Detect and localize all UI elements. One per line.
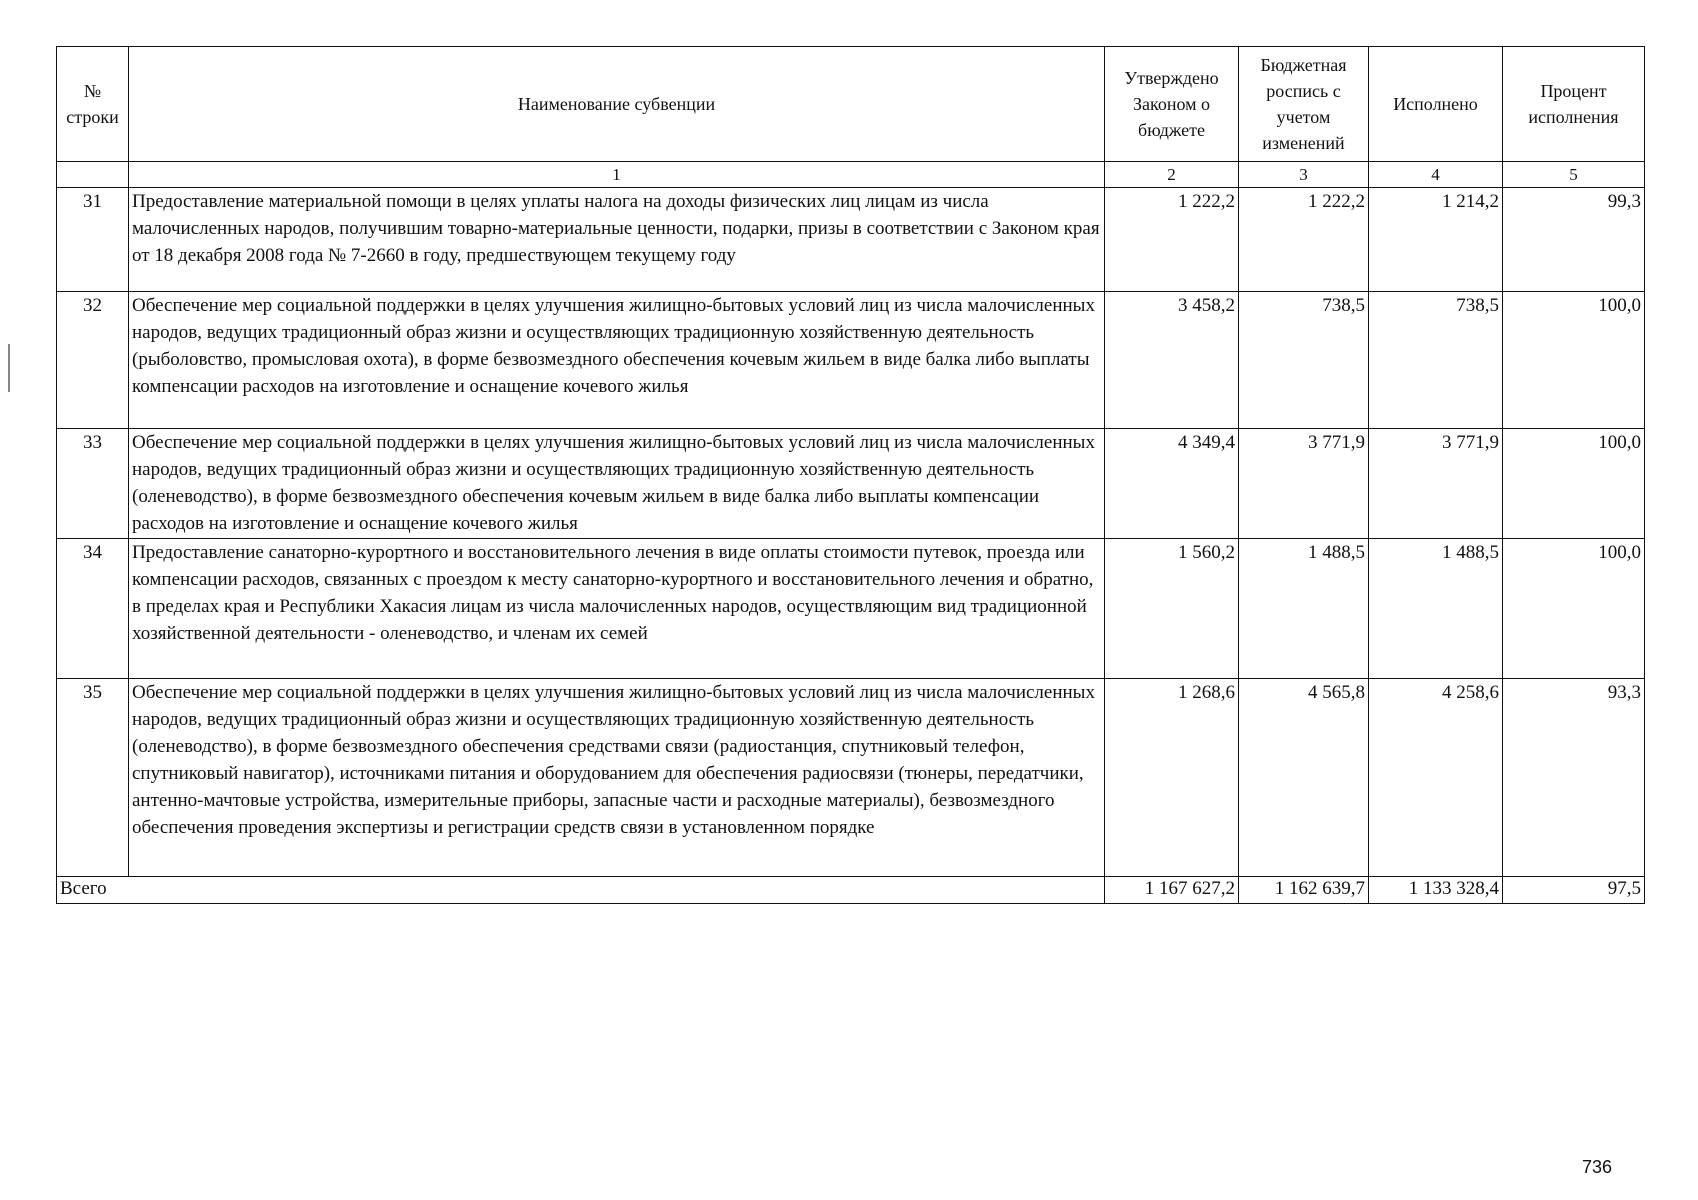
header-executed: Исполнено <box>1369 47 1503 162</box>
column-number <box>57 162 129 188</box>
total-budget-list: 1 162 639,7 <box>1239 877 1369 904</box>
subvention-name: Обеспечение мер социальной поддержки в целях улучшения жилищно-бытовых условий лиц из числа малочисленных народов, ведущих традиционный образ жизни и осуществляющих традиционную хозяйственную деятельность (рыболовство, промысловая охота), в форме безвозмездного обеспечения кочевым жильем в виде балка либо выплаты компенсации расходов на изготовление и оснащение кочевого жилья <box>129 292 1105 429</box>
subvention-name: Обеспечение мер социальной поддержки в целях улучшения жилищно-бытовых условий лиц из числа малочисленных народов, ведущих традиционный образ жизни и осуществляющих традиционную хозяйственную деятельность (оленеводство), в форме безвозмездного обеспечения кочевым жильем в виде балка либо выплаты компенсации расходов на изготовление и оснащение кочевого жилья <box>129 429 1105 539</box>
table-row <box>57 188 1645 292</box>
table-row <box>57 679 1645 877</box>
approved-value: 3 458,2 <box>1105 292 1239 429</box>
budget-list-value: 3 771,9 <box>1239 429 1369 539</box>
approved-value: 1 222,2 <box>1105 188 1239 292</box>
budget-list-value: 4 565,8 <box>1239 679 1369 877</box>
total-label: Всего <box>57 877 1105 904</box>
header-approved: Утверждено Законом о бюджете <box>1105 47 1239 162</box>
column-number: 5 <box>1503 162 1645 188</box>
row-number: 33 <box>57 429 129 539</box>
table-row <box>57 292 1645 429</box>
row-number: 31 <box>57 188 129 292</box>
executed-value: 3 771,9 <box>1369 429 1503 539</box>
table-row <box>57 429 1645 539</box>
page-number: 736 <box>1582 1157 1613 1177</box>
table-header-row <box>57 47 1645 162</box>
row-number: 35 <box>57 679 129 877</box>
table-row <box>57 539 1645 679</box>
column-number: 3 <box>1239 162 1369 188</box>
header-row-number: № строки <box>57 47 129 162</box>
header-subvention-name: Наименование субвенции <box>129 47 1105 162</box>
total-row <box>57 877 1645 904</box>
percent-value: 100,0 <box>1503 539 1645 679</box>
column-number: 2 <box>1105 162 1239 188</box>
approved-value: 4 349,4 <box>1105 429 1239 539</box>
total-percent: 97,5 <box>1503 877 1645 904</box>
column-number: 1 <box>129 162 1105 188</box>
scan-artifact-line <box>8 344 10 392</box>
budget-list-value: 738,5 <box>1239 292 1369 429</box>
total-executed: 1 133 328,4 <box>1369 877 1503 904</box>
row-number: 32 <box>57 292 129 429</box>
subvention-name: Предоставление санаторно-курортного и восстановительного лечения в виде оплаты стоимости путевок, проезда или компенсации расходов, связанных с проездом к месту санаторно-курортного и восстановительного лечения и обратно, в пределах края и Республики Хакасия лицам из числа малочисленных народов, осуществляющим вид традиционной хозяйственной деятельности - оленеводство, и членам их семей <box>129 539 1105 679</box>
column-number-row <box>57 162 1645 188</box>
executed-value: 738,5 <box>1369 292 1503 429</box>
budget-list-value: 1 222,2 <box>1239 188 1369 292</box>
header-budget-list: Бюджетная роспись с учетом изменений <box>1239 47 1369 162</box>
subvention-name: Обеспечение мер социальной поддержки в целях улучшения жилищно-бытовых условий лиц из числа малочисленных народов, ведущих традиционный образ жизни и осуществляющих традиционную хозяйственную деятельность (оленеводство), в форме безвозмездного обеспечения средствами связи (радиостанция, спутниковый телефон, спутниковый навигатор), источниками питания и оборудованием для обеспечения радиосвязи (тюнеры, передатчики, антенно-мачтовые устройства, измерительные приборы, запасные части и расходные материалы), безвозмездного обеспечения проведения экспертизы и регистрации средств связи в установленном порядке <box>129 679 1105 877</box>
executed-value: 1 214,2 <box>1369 188 1503 292</box>
executed-value: 4 258,6 <box>1369 679 1503 877</box>
total-approved: 1 167 627,2 <box>1105 877 1239 904</box>
subvention-name: Предоставление материальной помощи в целях уплаты налога на доходы физических лиц лицам из числа малочисленных народов, получившим товарно-материальные ценности, подарки, призы в соответствии с Законом края от 18 декабря 2008 года № 7-2660 в году, предшествующем текущему году <box>129 188 1105 292</box>
approved-value: 1 268,6 <box>1105 679 1239 877</box>
percent-value: 100,0 <box>1503 429 1645 539</box>
approved-value: 1 560,2 <box>1105 539 1239 679</box>
budget-list-value: 1 488,5 <box>1239 539 1369 679</box>
column-number: 4 <box>1369 162 1503 188</box>
header-percent: Процент исполнения <box>1503 47 1645 162</box>
percent-value: 99,3 <box>1503 188 1645 292</box>
row-number: 34 <box>57 539 129 679</box>
percent-value: 100,0 <box>1503 292 1645 429</box>
executed-value: 1 488,5 <box>1369 539 1503 679</box>
percent-value: 93,3 <box>1503 679 1645 877</box>
subvention-table <box>56 46 1645 904</box>
